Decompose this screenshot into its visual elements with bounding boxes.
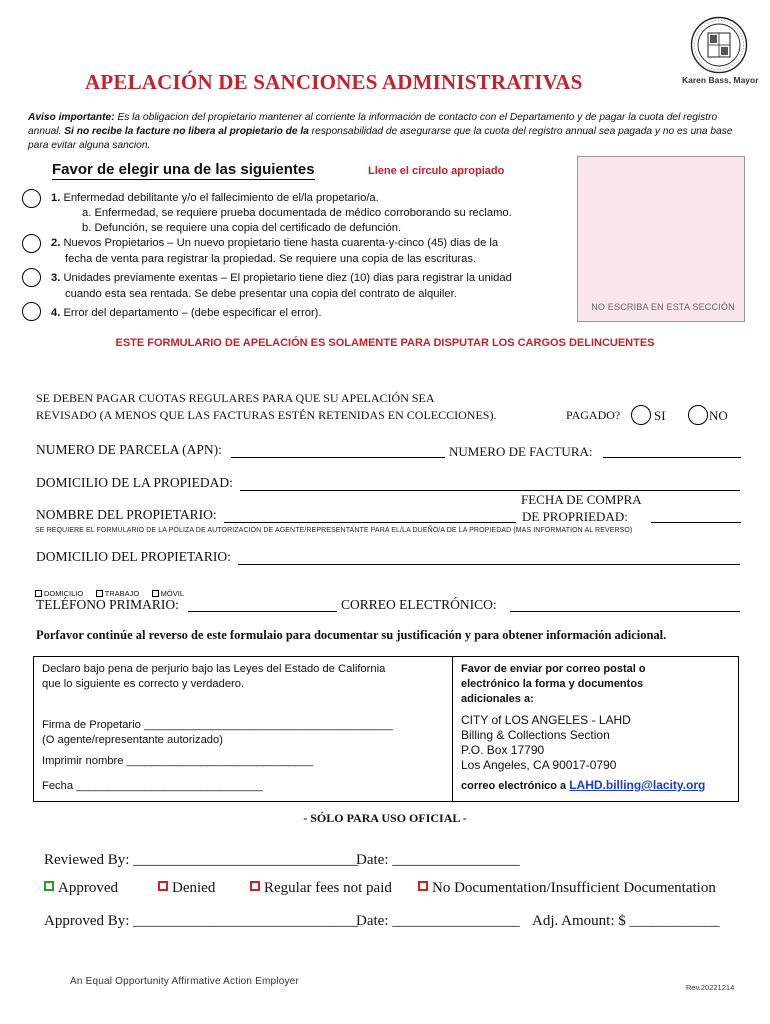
option-1-number: 1. bbox=[51, 192, 61, 204]
fees-notice-line-2: REVISADO (A MENOS QUE LAS FACTURAS ESTÉN RETENIDAS EN COLECCIONES). bbox=[36, 408, 497, 422]
option-3-line-2: cuando esta sea rentada. Se debe presentar una copia del contrato de alquiler. bbox=[65, 288, 457, 300]
office-use-title: - SÓLO PARA USO OFICIAL - bbox=[303, 811, 467, 825]
option-2-line-1 bbox=[51, 236, 498, 252]
paid-yes-label: SI bbox=[654, 408, 666, 423]
continue-instruction: Porfavor continúe al reverso de este formulaio para documentar su justificación y para obtener información adicional. bbox=[36, 628, 667, 642]
declaration-line-2: que lo siguiente es correcto y verdadero. bbox=[42, 678, 245, 690]
mayor-name: Karen Bass, Mayor bbox=[682, 75, 759, 85]
choose-hint: Llene el círculo apropiado bbox=[368, 165, 505, 177]
primary-phone-label: TELÉFONO PRIMARIO: bbox=[36, 597, 179, 612]
owner-name-label: NOMBRE DEL PROPIETARIO: bbox=[36, 507, 217, 522]
review-date-field[interactable]: Date: _________________ bbox=[356, 852, 520, 868]
option-1-line-2: a. Enfermedad, se requiere prueba documentada de médico corroborando su reclamo. bbox=[82, 207, 512, 219]
office-only-label: NO ESCRIBA EN ESTA SECCIÓN bbox=[591, 302, 735, 312]
purchase-date-field[interactable] bbox=[651, 522, 741, 523]
denied-checkbox[interactable] bbox=[158, 881, 168, 891]
notice-text-cont: responsabilidad de asegurarse que la cuota del registro annual sea pagada y no es una base para evitar alguna sancion. bbox=[28, 126, 733, 151]
mail-heading-1: Favor de enviar por correo postal o bbox=[461, 663, 646, 675]
important-notice bbox=[28, 111, 748, 153]
option-3-number: 3. bbox=[51, 272, 61, 284]
regular-fees-checkbox[interactable] bbox=[250, 881, 260, 891]
denied-option[interactable] bbox=[158, 880, 215, 897]
approval-date-field[interactable]: Date: _________________ bbox=[356, 913, 520, 929]
email-field[interactable] bbox=[510, 611, 740, 612]
office-only-box bbox=[577, 156, 745, 322]
mobile-phone-label: MÓVIL bbox=[160, 589, 185, 599]
city-seal-icon bbox=[690, 16, 748, 74]
work-phone-label: TRABAJO bbox=[104, 589, 140, 599]
email-contact bbox=[461, 778, 705, 794]
paid-label: PAGADO? bbox=[566, 408, 621, 422]
email-label: CORREO ELECTRÓNICO: bbox=[341, 597, 497, 612]
invoice-field[interactable] bbox=[603, 457, 741, 458]
option-3-text: Unidades previamente exentas – El propietario tiene diez (10) dias para registrar la unidad bbox=[63, 272, 512, 284]
mail-to-box bbox=[453, 656, 739, 802]
no-documentation-checkbox[interactable] bbox=[418, 881, 428, 891]
approved-label: Approved bbox=[58, 880, 118, 896]
fees-notice-line-1: SE DEBEN PAGAR CUOTAS REGULARES PARA QUE SU APELACIÓN SEA bbox=[36, 391, 435, 405]
purchase-date-label-2: DE PROPRIEDAD: bbox=[522, 509, 628, 524]
agent-authorization-note: SE REQUIERE EL FORMULARIO DE LA PÓLIZA DE AUTORIZACIÓN DE AGENTE/REPRESENTANTE PARA EL/LA DUEÑO/A DE LA PROPIEDAD (MAS INFORMATION AL REVERSO) bbox=[35, 527, 633, 534]
owner-signature-field[interactable]: Firma de Propetario ________________________________________ bbox=[42, 719, 393, 731]
approved-checkbox[interactable] bbox=[44, 881, 54, 891]
declaration-box bbox=[33, 656, 453, 802]
approved-option[interactable] bbox=[44, 880, 118, 897]
mail-heading-2: electrónico la forma y documentos bbox=[461, 678, 644, 690]
agent-note: (O agente/representante autorizado) bbox=[42, 734, 223, 746]
owner-address-label: DOMICILIO DEL PROPIETARIO: bbox=[36, 549, 231, 564]
notice-bold-text: Si no recibe la facture no libera al propietario de la bbox=[64, 126, 309, 137]
mail-heading-3: adicionales a: bbox=[461, 693, 534, 705]
invoice-label: NUMERO DE FACTURA: bbox=[449, 444, 593, 459]
option-2-line-2: fecha de venta para registrar la propiedad. Se requiere una copia de las escrituras. bbox=[65, 253, 477, 265]
option-3-line-1 bbox=[51, 271, 512, 287]
denied-label: Denied bbox=[172, 880, 216, 896]
mail-address-4: Los Angeles, CA 90017-0790 bbox=[461, 758, 617, 772]
option-2-radio[interactable] bbox=[22, 234, 41, 253]
notice-label: Aviso importante: bbox=[28, 112, 115, 123]
equal-opportunity-footer: An Equal Opportunity Affirmative Action Employer bbox=[70, 976, 299, 987]
regular-fees-option[interactable] bbox=[250, 880, 392, 897]
mail-address-1: CITY of LOS ANGELES - LAHD bbox=[461, 713, 631, 727]
apn-label: NUMERO DE PARCELA (APN): bbox=[36, 442, 222, 457]
mail-address-2: Billing & Collections Section bbox=[461, 728, 610, 742]
property-address-field[interactable] bbox=[240, 490, 740, 491]
primary-phone-field[interactable] bbox=[188, 611, 337, 612]
choose-heading: Favor de elegir una de las siguientes bbox=[52, 161, 315, 178]
adjusted-amount-field[interactable]: Adj. Amount: $ ____________ bbox=[532, 913, 720, 929]
regular-fees-label: Regular fees not paid bbox=[264, 880, 392, 896]
paid-no-radio[interactable] bbox=[688, 405, 708, 425]
option-2-text: Nuevos Propietarios – Un nuevo propietario tiene hasta cuarenta-y-cinco (45) dias de la bbox=[63, 237, 499, 249]
option-3-radio[interactable] bbox=[22, 268, 41, 287]
mail-address-3: P.O. Box 17790 bbox=[461, 743, 545, 757]
option-1-text: Enfermedad debilitante y/o el fallecimiento de el/la propetario/a. bbox=[63, 192, 379, 204]
email-contact-label: correo electrónico a bbox=[461, 780, 570, 792]
notice-text: Es la obligacion del propietario mantener al corriente la información de contacto con el Departamento y de pagar la cuota del registro annual. bbox=[28, 112, 718, 137]
declaration-date-field[interactable]: Fecha ______________________________ bbox=[42, 780, 263, 792]
option-1-line-1 bbox=[51, 191, 379, 207]
email-link[interactable]: LAHD.billing@lacity.org bbox=[569, 778, 706, 792]
option-4-line-1 bbox=[51, 306, 322, 322]
property-address-label: DOMICILIO DE LA PROPIEDAD: bbox=[36, 475, 233, 490]
option-4-radio[interactable] bbox=[22, 302, 41, 321]
option-2-number: 2. bbox=[51, 237, 61, 249]
declaration-line-1: Declaro bajo pena de perjurio bajo las Leyes del Estado de California bbox=[42, 663, 386, 675]
option-1-radio[interactable] bbox=[22, 189, 41, 208]
approved-by-field[interactable]: Approved By: ______________________________ bbox=[44, 913, 359, 929]
form-purpose-banner: ESTE FORMULARIO DE APELACIÓN ES SOLAMENTE PARA DISPUTAR LOS CARGOS DELINCUENTES bbox=[115, 337, 655, 349]
page-title: APELACIÓN DE SANCIONES ADMINISTRATIVAS bbox=[85, 70, 583, 94]
home-phone-label: DOMICILIO bbox=[44, 589, 84, 599]
paid-yes-radio[interactable] bbox=[631, 405, 651, 425]
purchase-date-label-1: FECHA DE COMPRA bbox=[521, 492, 642, 507]
no-documentation-label: No Documentation/Insufficient Documentation bbox=[432, 880, 716, 896]
reviewed-by-field[interactable]: Reviewed By: ______________________________ bbox=[44, 852, 359, 868]
option-1-line-3: b. Defunción, se requiere una copia del certificado de defunción. bbox=[82, 222, 402, 234]
owner-address-field[interactable] bbox=[238, 564, 740, 565]
paid-no-label: NO bbox=[709, 408, 728, 423]
option-4-text: Error del departamento – (debe especificar el error). bbox=[63, 307, 322, 319]
revision-number: Rev.20221214 bbox=[686, 983, 735, 992]
owner-name-field[interactable] bbox=[224, 522, 516, 523]
print-name-field[interactable]: Imprimir nombre ______________________________ bbox=[42, 755, 314, 767]
option-4-number: 4. bbox=[51, 307, 61, 319]
apn-field[interactable] bbox=[231, 457, 445, 458]
no-documentation-option[interactable] bbox=[418, 880, 716, 897]
